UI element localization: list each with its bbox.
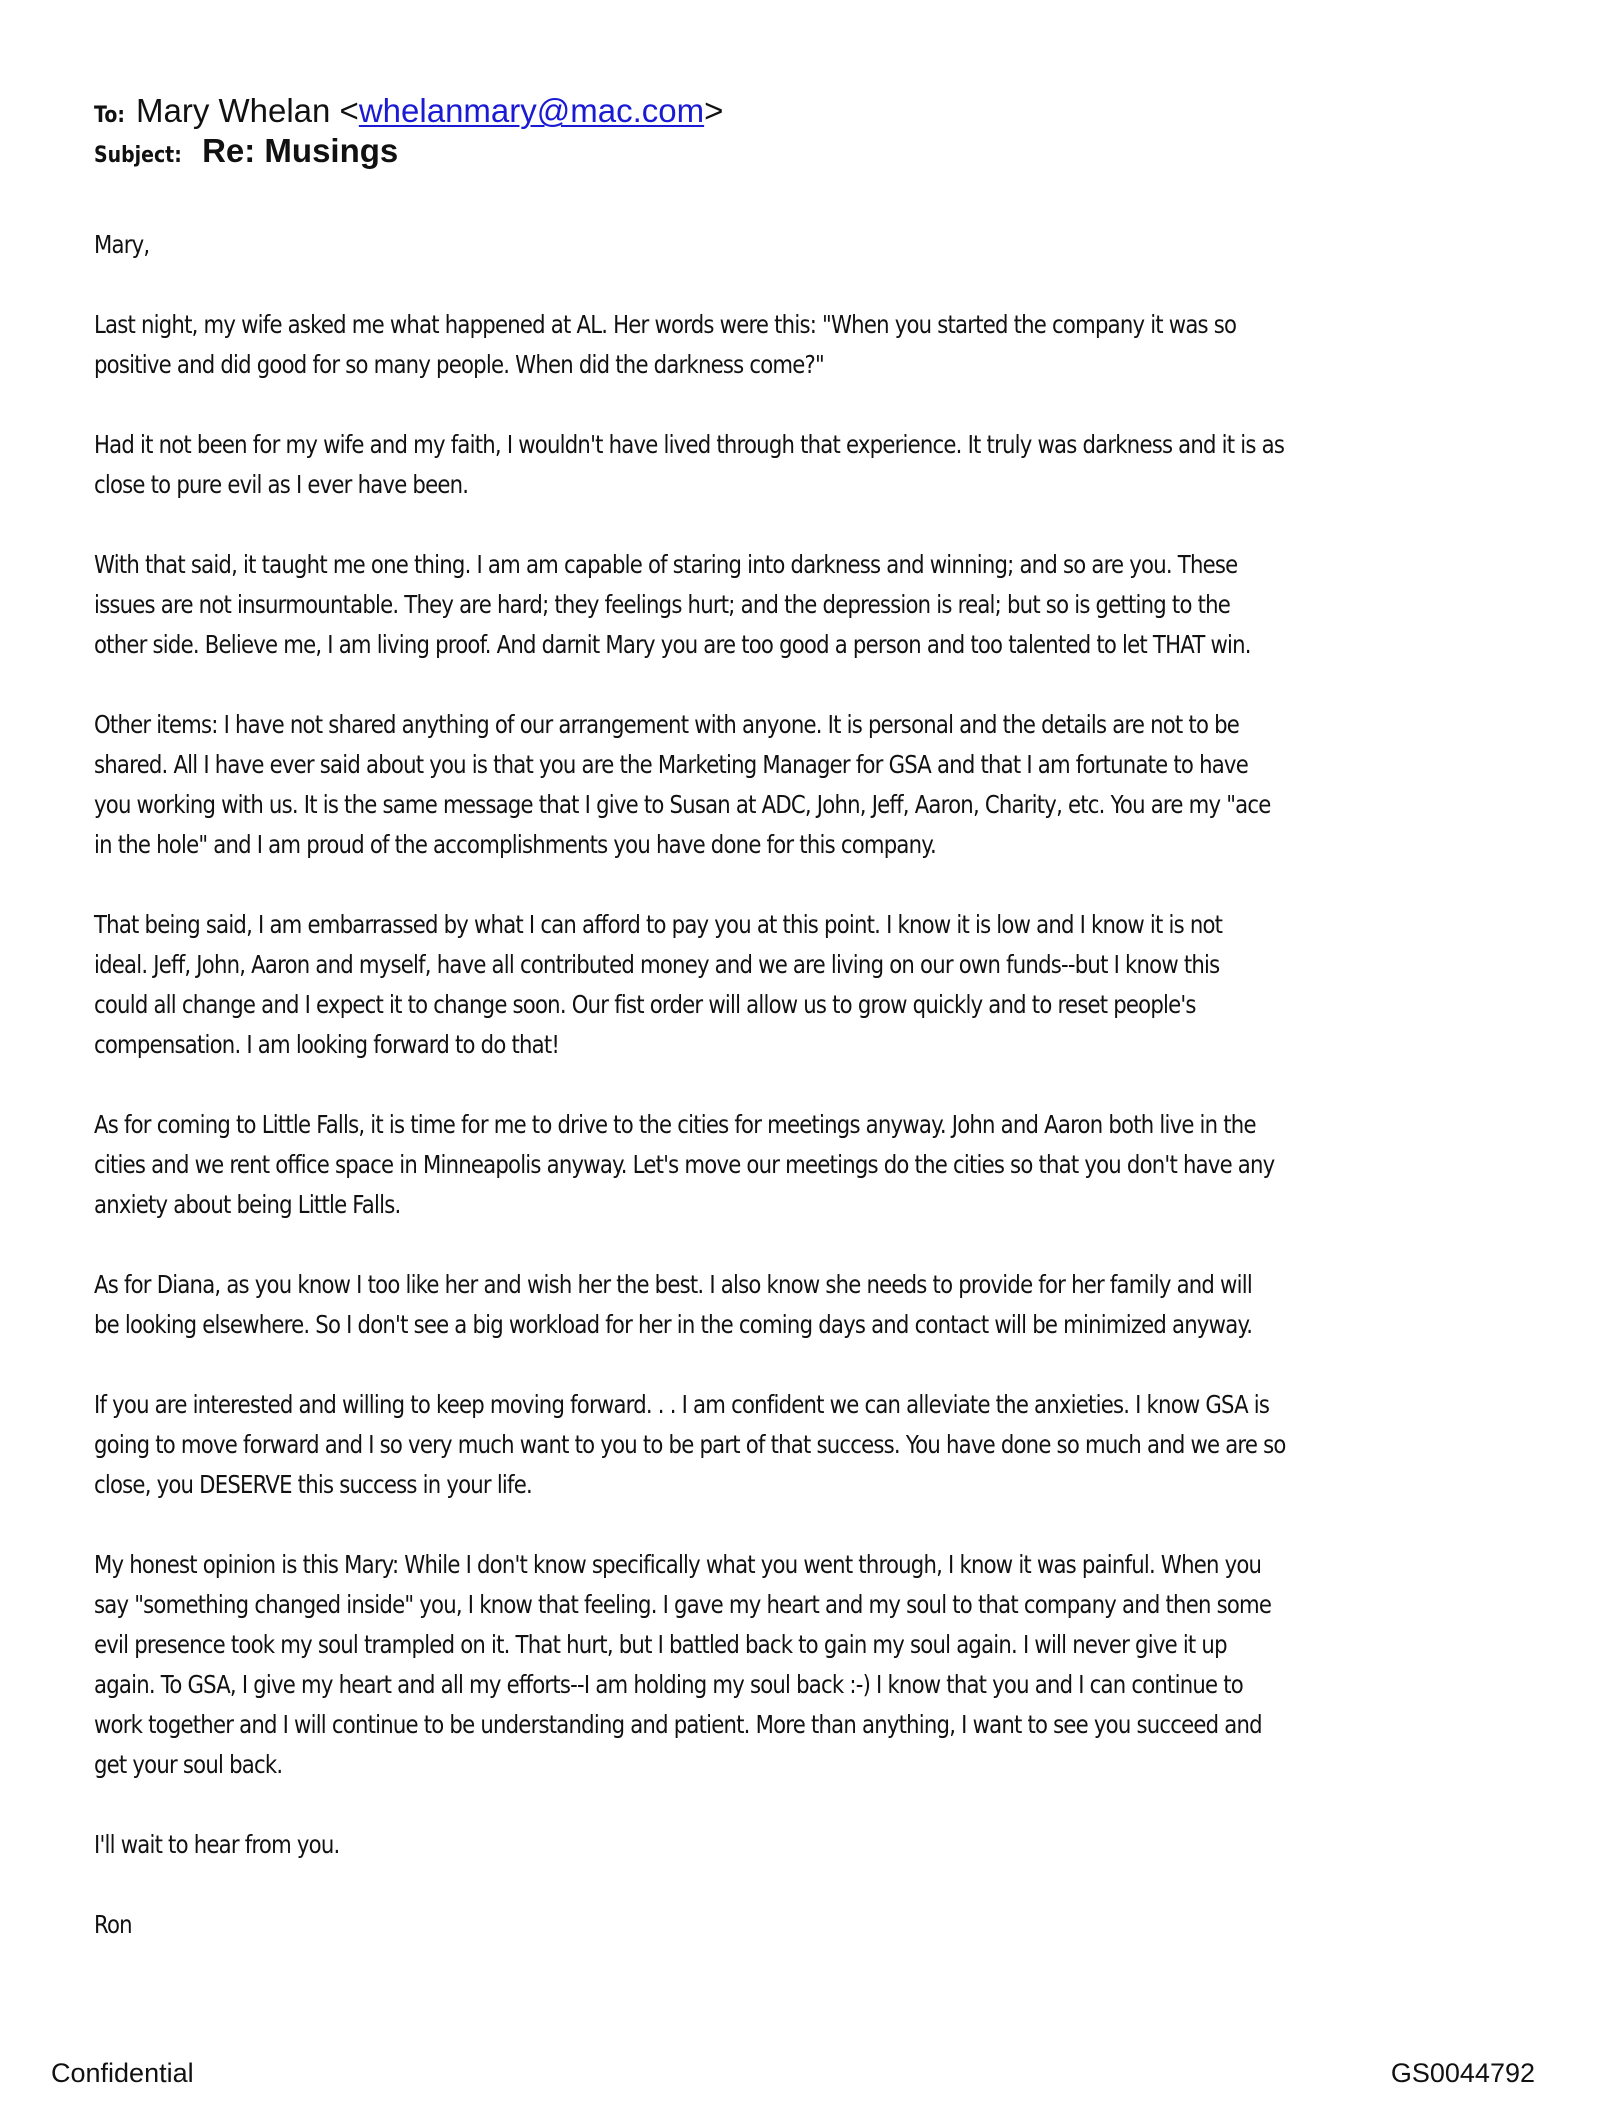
text-line: anxiety about being Little Falls.	[94, 1190, 401, 1219]
text-line: positive and did good for so many people. When did the darkness come?"	[94, 350, 824, 379]
text-line: in the hole" and I am proud of the accomplishments you have done for this company.	[94, 830, 936, 859]
text-line: Mary,	[94, 230, 150, 259]
recipient-name: Mary Whelan <	[136, 92, 359, 129]
text-line: could all change and I expect it to change soon. Our fist order will allow us to grow quickly and to reset people's	[94, 990, 1196, 1019]
text-line: If you are interested and willing to keep moving forward. . . I am confident we can alleviate the anxieties. I know GSA is	[94, 1390, 1270, 1419]
text-line: work together and I will continue to be understanding and patient. More than anything, I want to see you succeed and	[94, 1710, 1262, 1739]
paragraph	[94, 905, 1534, 1065]
text-line: shared. All I have ever said about you is that you are the Marketing Manager for GSA and that I am fortunate to have	[94, 750, 1248, 779]
text-line: Last night, my wife asked me what happened at AL. Her words were this: "When you started the company it was so	[94, 310, 1237, 339]
text-line: That being said, I am embarrassed by what I can afford to pay you at this point. I know it is low and I know it is not	[94, 910, 1223, 939]
text-line: With that said, it taught me one thing. I am am capable of staring into darkness and winning; and so are you. These	[94, 550, 1238, 579]
text-line: As for Diana, as you know I too like her and wish her the best. I also know she needs to provide for her family and will	[94, 1270, 1252, 1299]
recipient-email-link[interactable]: whelanmary@mac.com	[358, 92, 705, 129]
text-line: get your soul back.	[94, 1750, 283, 1779]
to-label: To:	[94, 103, 125, 128]
to-line	[94, 92, 723, 132]
text-line: close to pure evil as I ever have been.	[94, 470, 469, 499]
text-line: I'll wait to hear from you.	[94, 1830, 340, 1859]
text-line: say "something changed inside" you, I know that feeling. I gave my heart and my soul to that company and then some	[94, 1590, 1272, 1619]
text-line: compensation. I am looking forward to do that!	[94, 1030, 560, 1059]
text-line: close, you DESERVE this success in your life.	[94, 1470, 532, 1499]
paragraph	[94, 1825, 1534, 1865]
text-line: again. To GSA, I give my heart and all my efforts--I am holding my soul back :-) I know that you and I can continue to	[94, 1670, 1243, 1699]
paragraph	[94, 1545, 1534, 1785]
salutation	[94, 225, 1534, 265]
text-line: Ron	[94, 1910, 132, 1939]
paragraph	[94, 705, 1534, 865]
recipient	[136, 92, 723, 130]
subject-label: Subject:	[94, 143, 182, 168]
text-line: ideal. Jeff, John, Aaron and myself, have all contributed money and we are living on our own funds--but I know this	[94, 950, 1220, 979]
text-line: evil presence took my soul trampled on it. That hurt, but I battled back to gain my soul again. I will never give it up	[94, 1630, 1227, 1659]
text-line: Other items: I have not shared anything of our arrangement with anyone. It is personal and the details are not to be	[94, 710, 1240, 739]
subject-value: Re: Musings	[202, 132, 399, 169]
text-line: be looking elsewhere. So I don't see a big workload for her in the coming days and contact will be minimized anyway.	[94, 1310, 1253, 1339]
text-line: other side. Believe me, I am living proof. And darnit Mary you are too good a person and too talented to let THAT win.	[94, 630, 1251, 659]
paragraph	[94, 1385, 1534, 1505]
email-header	[94, 92, 723, 176]
recipient-close-bracket: >	[704, 92, 724, 129]
bates-number: GS0044792	[1390, 2058, 1535, 2088]
text-line: issues are not insurmountable. They are hard; they feelings hurt; and the depression is real; but so is getting to the	[94, 590, 1231, 619]
signature	[94, 1905, 1534, 1945]
confidential-label: Confidential	[51, 2058, 194, 2088]
subject-line	[94, 132, 723, 176]
email-body	[94, 225, 1534, 1985]
text-line: My honest opinion is this Mary: While I don't know specifically what you went through, I know it was painful. When you	[94, 1550, 1262, 1579]
paragraph	[94, 425, 1534, 505]
paragraph	[94, 1265, 1534, 1345]
paragraph	[94, 1105, 1534, 1225]
text-line: going to move forward and I so very much want to you to be part of that success. You have done so much and we are so	[94, 1430, 1286, 1459]
text-line: Had it not been for my wife and my faith, I wouldn't have lived through that experience. It truly was darkness and it is as	[94, 430, 1285, 459]
text-line: As for coming to Little Falls, it is time for me to drive to the cities for meetings anyway. John and Aaron both live in the	[94, 1110, 1256, 1139]
paragraph	[94, 545, 1534, 665]
text-line: cities and we rent office space in Minneapolis anyway. Let's move our meetings do the cities so that you don't have any	[94, 1150, 1275, 1179]
text-line: you working with us. It is the same message that I give to Susan at ADC, John, Jeff, Aaron, Charity, etc. You are my "ace	[94, 790, 1271, 819]
paragraph	[94, 305, 1534, 385]
